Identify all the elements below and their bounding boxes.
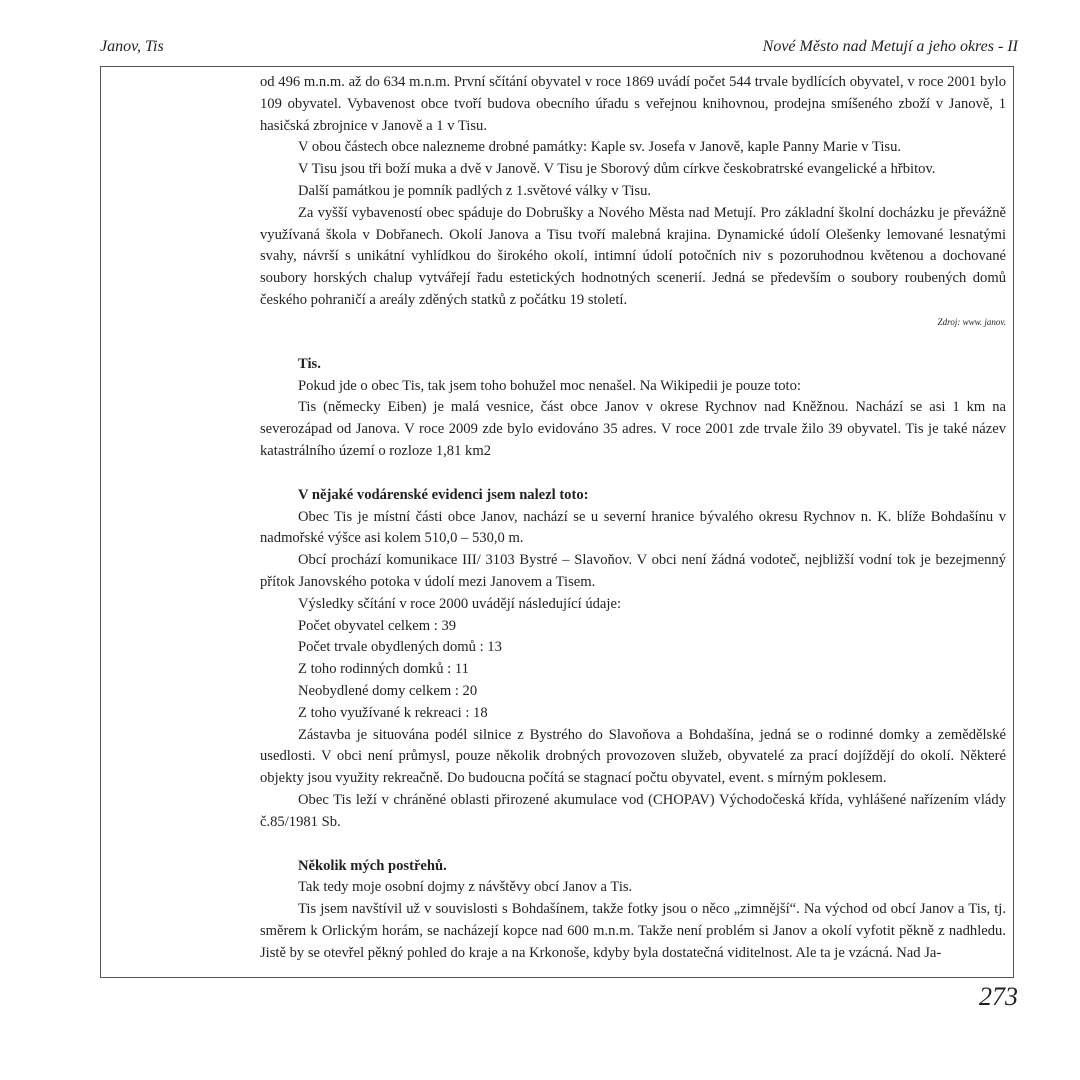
paragraph-impressions: Tak tedy moje osobní dojmy z návštěvy obcí Janov a Tis. [298, 879, 633, 896]
section-heading-observations: Několik mých postřehů. [298, 857, 447, 874]
paragraph-monuments: V obou částech obce nalezneme drobné památky: Kaple sv. Josefa v Janově, kaple Panny Marie v Tisu. [298, 139, 902, 156]
paragraph-amenities-landscape: Za vyšší vybaveností obec spáduje do Dobrušky a Nového Města nad Metují. Pro základní školní docházku je převážně využívaná škola v Dobřanech. Okolí Janova a Tisu tvoří malebná krajina. Dynamické údolí Olešenky lemované lesnatými svahy, návrší s unikátní vyhlídkou do širokého okolí, intimní údolí potočních niv s pozoruhodnou květenou a dochované soubory horských chalup vytvářejí řadu estetických hodnotných scenerií. Jedná se především o soubory roubených domů českého pohraničí a areály zděných statků z počátku 19 století. [260, 204, 1006, 308]
paragraph-settlement: Zástavba je situována podél silnice z Bystrého do Slavoňova a Bohdašína, jedná se o rodinné domky a zemědělské usedlosti. V obci není průmysl, pouze několik drobných provozoven služeb, obyvatelé za prací dojíždějí do okolí. Některé objekty jsou využity rekreačně. Do budoucna počítá se stagnací počtu obyvatel, event. s mírným poklesem. [260, 726, 1006, 787]
census-item: Počet trvale obydlených domů : 13 [298, 639, 502, 656]
paragraph-census-intro: Výsledky sčítání v roce 2000 uvádějí následující údaje: [298, 595, 622, 612]
running-header-right: Nové Město nad Metují a jeho okres - II [762, 38, 1018, 55]
page-number: 273 [979, 982, 1018, 1011]
paragraph-protected-area: Obec Tis leží v chráněné oblasti přirozené akumulace vod (CHOPAV) Východočeská křída, vyhlášené nařízením vlády č.85/1981 Sb. [260, 791, 1006, 830]
census-item: Počet obyvatel celkem : 39 [298, 617, 457, 634]
source-note: Zdroj: www. janov. [937, 316, 1006, 327]
section-heading-water-records: V nějaké vodárenské evidenci jsem nalezl toto: [298, 486, 589, 503]
census-item: Z toho využívané k rekreaci : 18 [298, 704, 488, 721]
paragraph-road-stream: Obcí prochází komunikace III/ 3103 Bystré – Slavoňov. V obci není žádná vodoteč, nejbližší vodní tok je bezejmenný přítok Janovského potoka v údolí mezi Janovem a Tisem. [260, 552, 1006, 590]
paragraph-visit: Tis jsem navštívil už v souvislosti s Bohdašínem, takže fotky jsou o něco „zimnější“. Na východ od obcí Janov a Tis, tj. směrem k Orlickým horám, se nacházejí kopce nad 600 m.n.m. Takže není problém si Janov a okolí vyfotit pěkně z nadhledu. Jistě by se otevřel pěkný pohled do kraje a na Krkonoše, kdyby byla dostatečná viditelnost. Ale ta je vzácná. Nad Ja- [260, 901, 1006, 961]
paragraph-war-memorial: Další památkou je pomník padlých z 1.světové války v Tisu. [298, 182, 652, 199]
paragraph-wayside-shrines: V Tisu jsou tři boží muka a dvě v Janově. V Tisu je Sborový dům církve českobratrské evangelické a hřbitov. [298, 161, 936, 178]
paragraph-wikipedia-quote: Tis (německy Eiben) je malá vesnice, část obce Janov v okrese Rychnov nad Kněžnou. Nachází se asi 1 km na severozápad od Janova. V roce 2009 zde bylo evidováno 35 adres. V roce 2001 zde trvale žilo 39 obyvatel. Tis je také název katastrálního území o rozloze 1,81 km2 [260, 399, 1006, 459]
section-heading-tis: Tis. [298, 355, 321, 372]
census-item: Z toho rodinných domků : 11 [298, 661, 469, 678]
census-item: Neobydlené domy celkem : 20 [298, 682, 478, 699]
paragraph-location: Obec Tis je místní části obce Janov, nachází se u severní hranice bývalého okresu Rychnov n. K. blíže Bohdašínu v nadmořské výšce asi kolem 510,0 – 530,0 m. [260, 508, 1006, 547]
page-content [260, 72, 1006, 964]
running-header-left: Janov, Tis [100, 38, 164, 55]
paragraph-intro-continued: od 496 m.n.m. až do 634 m.n.m. První sčítání obyvatel v roce 1869 uvádí počet 544 trvale bydlících obyvatel, v roce 2001 bylo 109 obyvatel. Vybavenost obce tvoří budova obecního úřadu s veřejnou knihovnou, prodejna smíšeného zboží v Janově, 1 hasičská zbrojnice v Janově a 1 v Tisu. [260, 74, 1006, 134]
paragraph-wikipedia-intro: Pokud jde o obec Tis, tak jsem toho bohužel moc nenašel. Na Wikipedii je pouze toto: [298, 377, 801, 394]
